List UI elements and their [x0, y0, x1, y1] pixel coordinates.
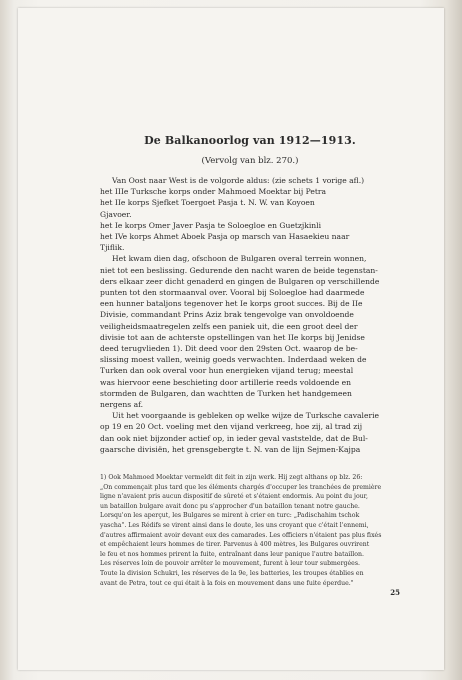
- text-line: Uit het voorgaande is gebleken op welke wijze de Turksche cavalerie: [112, 411, 380, 421]
- text-line: niet tot een beslissing. Gedurende den nacht waren de beide tegenstan-: [100, 265, 378, 275]
- text-line: het Ie korps Omer Javer Pasja te Soloegloe en Guetzjkinli: [100, 220, 322, 230]
- text-line: een hunner bataljons tegenover het Ie korps groot succes. Bij de IIe: [100, 299, 363, 309]
- footnote-line: ligne n'avaient pris aucun dispositif de sûreté et s'étaient endormis. Au point du jour,: [100, 493, 368, 501]
- footnote-line: un bataillon bulgare avait donc pu s'approcher d'un bataillon tenant notre gauche.: [100, 502, 360, 510]
- text-line: punten tot den stormaanval over. Vooral bij Soloegloe had daarmede: [100, 288, 365, 298]
- footnote-line: Les réserves loin de pouvoir arrêter le mouvement, furent à leur tour submergées.: [100, 560, 360, 568]
- text-line: Het kwam dien dag, ofschoon de Bulgaren overal terrein wonnen,: [112, 254, 367, 264]
- footnote-line: avant de Petra, tout ce qui était à la fois en mouvement dans une fuite éperdue.": [100, 579, 354, 587]
- footnote-line: Toute la division Schukri, les réserves de la 9e, les batteries, les troupes établies en: [100, 570, 364, 578]
- text-line: dan ook niet bijzonder actief op, in ieder geval vaststelde, dat de Bul-: [100, 433, 368, 443]
- text-line: stormden de Bulgaren, dan wachtten de Turken het handgemeen: [100, 388, 352, 398]
- text-line: het IVe korps Ahmet Aboek Pasja op marsch van Hasaekieu naar: [100, 232, 350, 242]
- text-line: Van Oost naar West is de volgorde aldus: (zie schets 1 vorige afl.): [112, 176, 365, 185]
- text-line: was hiervoor eene beschieting door artillerie reeds voldoende en: [100, 377, 352, 387]
- text-line: Turken dan ook overal voor hun energieken vijand terug; meestal: [100, 366, 354, 376]
- text-line: Tjiflik.: [100, 243, 125, 253]
- footnote-line: „On commençait plus tard que les éléments chargés d'occuper les tranchées de première: [100, 483, 382, 491]
- page-content: [100, 134, 400, 598]
- text-line: op 19 en 20 Oct. voeling met den vijand verkreeg, hoe zij, al trad zij: [100, 422, 363, 432]
- subtitle: (Vervolg van blz. 270.): [201, 156, 299, 166]
- footnote-line: le feu et nos hommes prirent la fuite, entraînant dans leur panique l'autre bataillon.: [100, 550, 364, 558]
- footnote-line: 1) Ook Mahmoed Moektar vermeldt dit feit in zijn werk. Hij zegt althans op blz. 26:: [100, 474, 363, 482]
- text-line: slissing moest vallen, weinig goeds verwachten. Inderdaad weken de: [100, 355, 367, 365]
- footnotes: [100, 473, 400, 588]
- page-number: 25: [390, 588, 400, 598]
- text-line: ders elkaar zeer dicht genaderd en gingen de Bulgaren op verschillende: [100, 276, 380, 286]
- footnote-line: yascha". Les Rédifs se virent ainsi dans le doute, les uns croyant que c'était l'ennemi,: [100, 522, 369, 530]
- text-line: deed terugvlieden 1). Dit deed voor den 29sten Oct. waarop de be-: [100, 344, 358, 354]
- text-line: gaarsche divisiën, het grensgebergte t. N. van de lijn Sejmen-Kajpa: [100, 444, 361, 454]
- footnote-line: d'autres affirmaient avoir devant eux des camarades. Les officiers n'étaient pas plus fixés: [100, 531, 382, 539]
- body-text: [100, 175, 400, 455]
- page-title: De Balkanoorlog van 1912—1913.: [144, 134, 356, 147]
- footnote-line: Lorsqu'on les aperçut, les Bulgares se mirent à crier en turc: „Padischahim tschok: [100, 512, 360, 520]
- text-line: veiligheidsmaatregelen zelfs een paniek uit, die een groot deel der: [100, 321, 358, 331]
- text-line: het IIe korps Sjefket Toergoet Pasja t. N. W. van Koyoen: [100, 198, 315, 208]
- text-line: het IIIe Turksche korps onder Mahmoed Moektar bij Petra: [100, 187, 327, 197]
- text-line: divisie tot aan de achterste opstellingen van het IIe korps bij Jenidse: [100, 332, 365, 342]
- text-line: Gjavoer.: [100, 209, 132, 219]
- document-page: [18, 8, 444, 670]
- text-line: Divisie, commandant Prins Aziz brak tengevolge van onvoldoende: [100, 310, 354, 320]
- footnote-line: et empêchaient leurs hommes de tirer. Parvenus à 400 mètres, les Bulgares ouvrirent: [100, 541, 370, 549]
- text-line: nergens af.: [100, 400, 144, 410]
